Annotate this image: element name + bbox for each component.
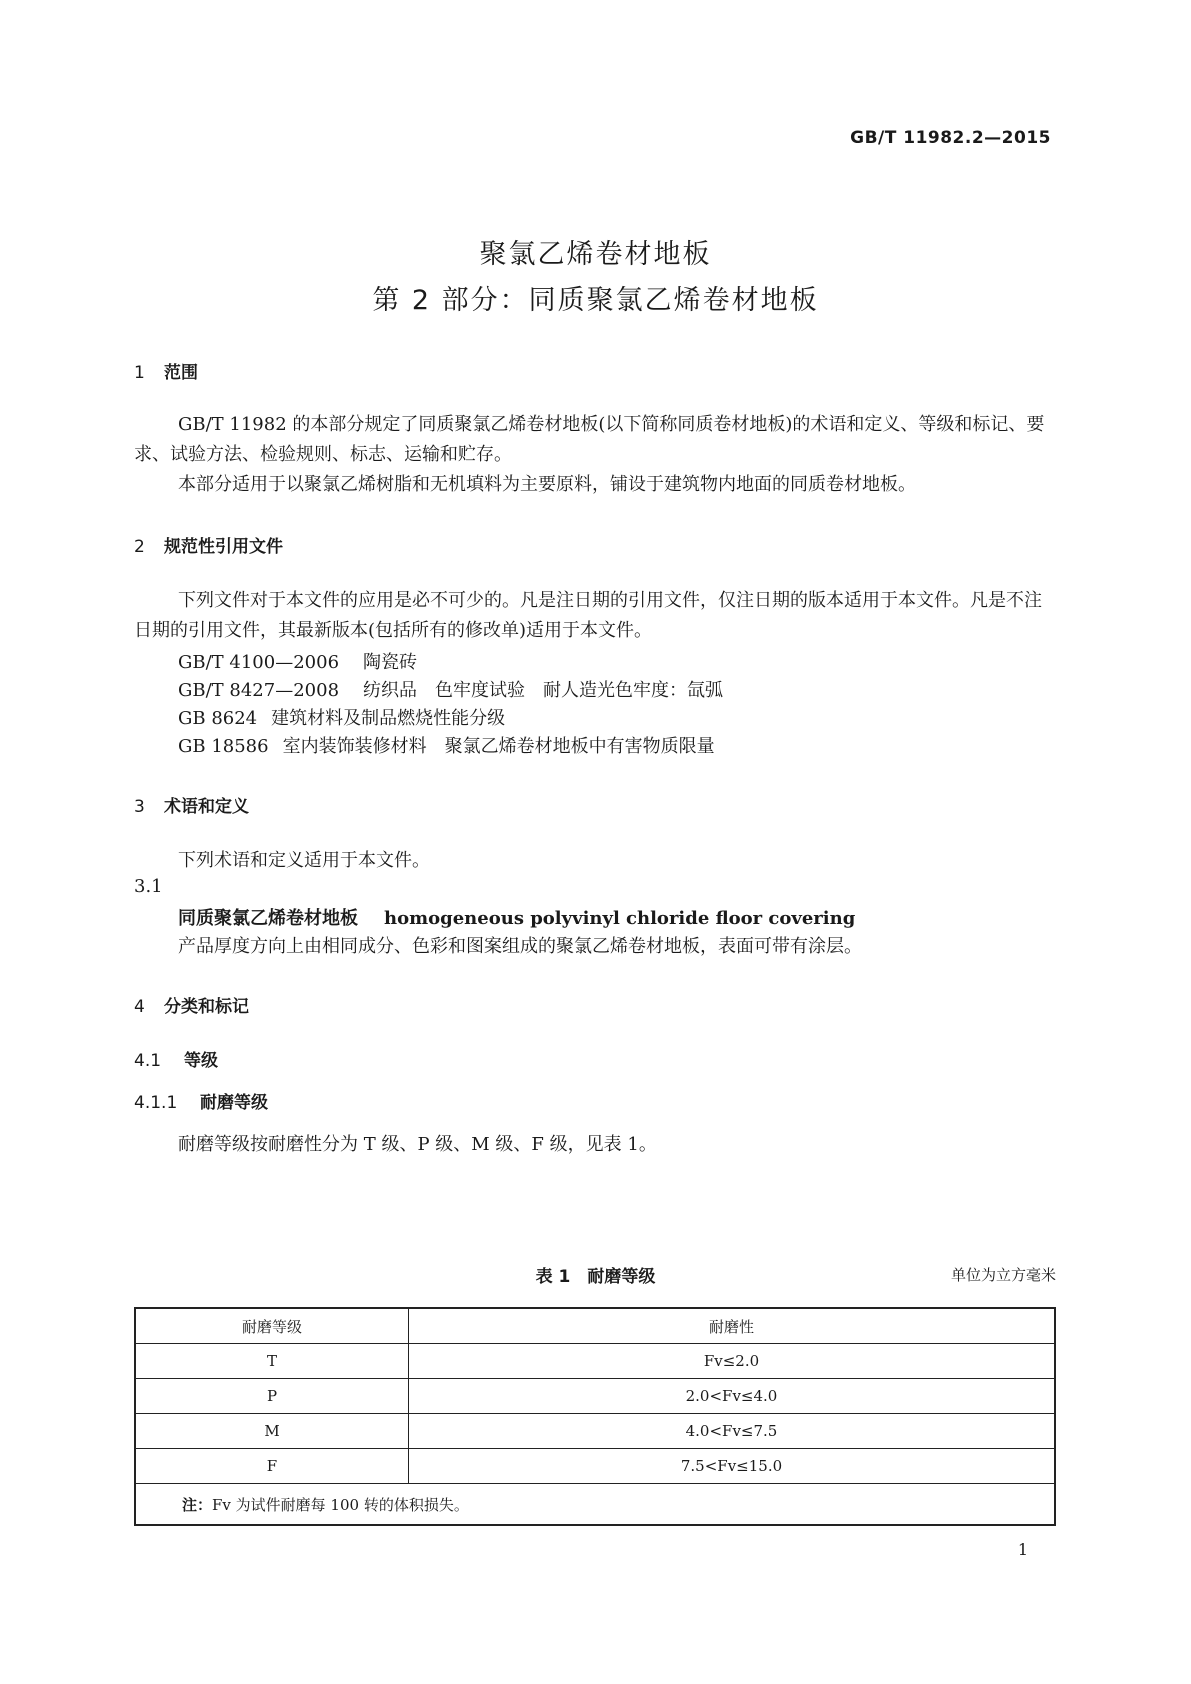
subsection-title: 耐磨等级 (200, 1093, 268, 1113)
term-en: homogeneous polyvinyl chloride floor covering (384, 908, 856, 929)
standard-number: GB/T 11982.2—2015 (850, 128, 1051, 148)
table-caption: 表 1 耐磨等级 (535, 1267, 656, 1287)
title-line-1: 聚氯乙烯卷材地板 (479, 239, 712, 270)
title-line-2: 第 2 部分：同质聚氯乙烯卷材地板 (372, 285, 819, 316)
note-label: 注： (182, 1495, 213, 1514)
section-1-heading (134, 358, 198, 383)
section-4-paragraph-1: 耐磨等级按耐磨性分为 T 级、P 级、M 级、F 级，见表 1。 (178, 1134, 657, 1155)
section-title: 规范性引用文件 (164, 537, 283, 557)
section-number: 3 (134, 797, 145, 817)
table-cell: F (135, 1449, 409, 1484)
subsection-4-1-1-heading (134, 1088, 268, 1113)
table-header-cell: 耐磨性 (409, 1308, 1056, 1344)
table-note (135, 1484, 1055, 1526)
table-cell: Fv≤2.0 (409, 1344, 1056, 1379)
section-4-heading (134, 992, 249, 1017)
table-cell: 4.0<Fv≤7.5 (409, 1414, 1056, 1449)
section-number: 2 (134, 537, 145, 557)
table-cell: P (135, 1379, 409, 1414)
section-title: 分类和标记 (164, 997, 249, 1017)
table-cell: 2.0<Fv≤4.0 (409, 1379, 1056, 1414)
reference-item: GB 8624 建筑材料及制品燃烧性能分级 (178, 708, 506, 729)
table-header-row (135, 1308, 1055, 1344)
section-1-paragraph-1: GB/T 11982 的本部分规定了同质聚氯乙烯卷材地板(以下简称同质卷材地板)的术语和定义、等级和标记、要求、试验方法、检验规则、标志、运输和贮存。 (134, 414, 1045, 465)
term-definition: 产品厚度方向上由相同成分、色彩和图案组成的聚氯乙烯卷材地板，表面可带有涂层。 (178, 936, 862, 957)
subsection-4-1-heading (134, 1046, 218, 1071)
table-row (135, 1414, 1055, 1449)
section-number: 4 (134, 997, 145, 1017)
table-cell: 7.5<Fv≤15.0 (409, 1449, 1056, 1484)
section-2-paragraph-1: 下列文件对于本文件的应用是必不可少的。凡是注日期的引用文件，仅注日期的版本适用于本文件。凡是不注日期的引用文件，其最新版本(包括所有的修改单)适用于本文件。 (134, 590, 1042, 641)
table-cell: T (135, 1344, 409, 1379)
term-entry (178, 904, 855, 930)
table-row (135, 1344, 1055, 1379)
table-row (135, 1449, 1055, 1484)
table-row (135, 1379, 1055, 1414)
subsection-title: 等级 (184, 1051, 218, 1071)
table-note-row (135, 1484, 1055, 1526)
page-number: 1 (1017, 1540, 1028, 1559)
section-title: 范围 (164, 363, 198, 383)
table-unit: 单位为立方毫米 (950, 1266, 1056, 1284)
term-number: 3.1 (134, 876, 163, 897)
subsection-number: 4.1 (134, 1051, 162, 1071)
term-zh: 同质聚氯乙烯卷材地板 (178, 908, 358, 929)
section-title: 术语和定义 (164, 797, 249, 817)
table-cell: M (135, 1414, 409, 1449)
section-3-paragraph-1: 下列术语和定义适用于本文件。 (178, 850, 430, 871)
section-1-paragraph-2: 本部分适用于以聚氯乙烯树脂和无机填料为主要原料，铺设于建筑物内地面的同质卷材地板。 (178, 474, 916, 495)
table-header-cell: 耐磨等级 (135, 1308, 409, 1344)
section-number: 1 (134, 363, 145, 383)
section-3-heading (134, 792, 249, 817)
subsection-number: 4.1.1 (134, 1093, 178, 1113)
wear-grade-table (134, 1307, 1056, 1526)
note-text: Fv 为试件耐磨每 100 转的体积损失。 (212, 1495, 469, 1514)
section-2-heading (134, 532, 283, 557)
reference-item: GB/T 4100—2006 陶瓷砖 (178, 652, 418, 673)
reference-item: GB 18586 室内装饰装修材料 聚氯乙烯卷材地板中有害物质限量 (178, 736, 715, 757)
reference-item: GB/T 8427—2008 纺织品 色牢度试验 耐人造光色牢度：氙弧 (178, 680, 724, 701)
